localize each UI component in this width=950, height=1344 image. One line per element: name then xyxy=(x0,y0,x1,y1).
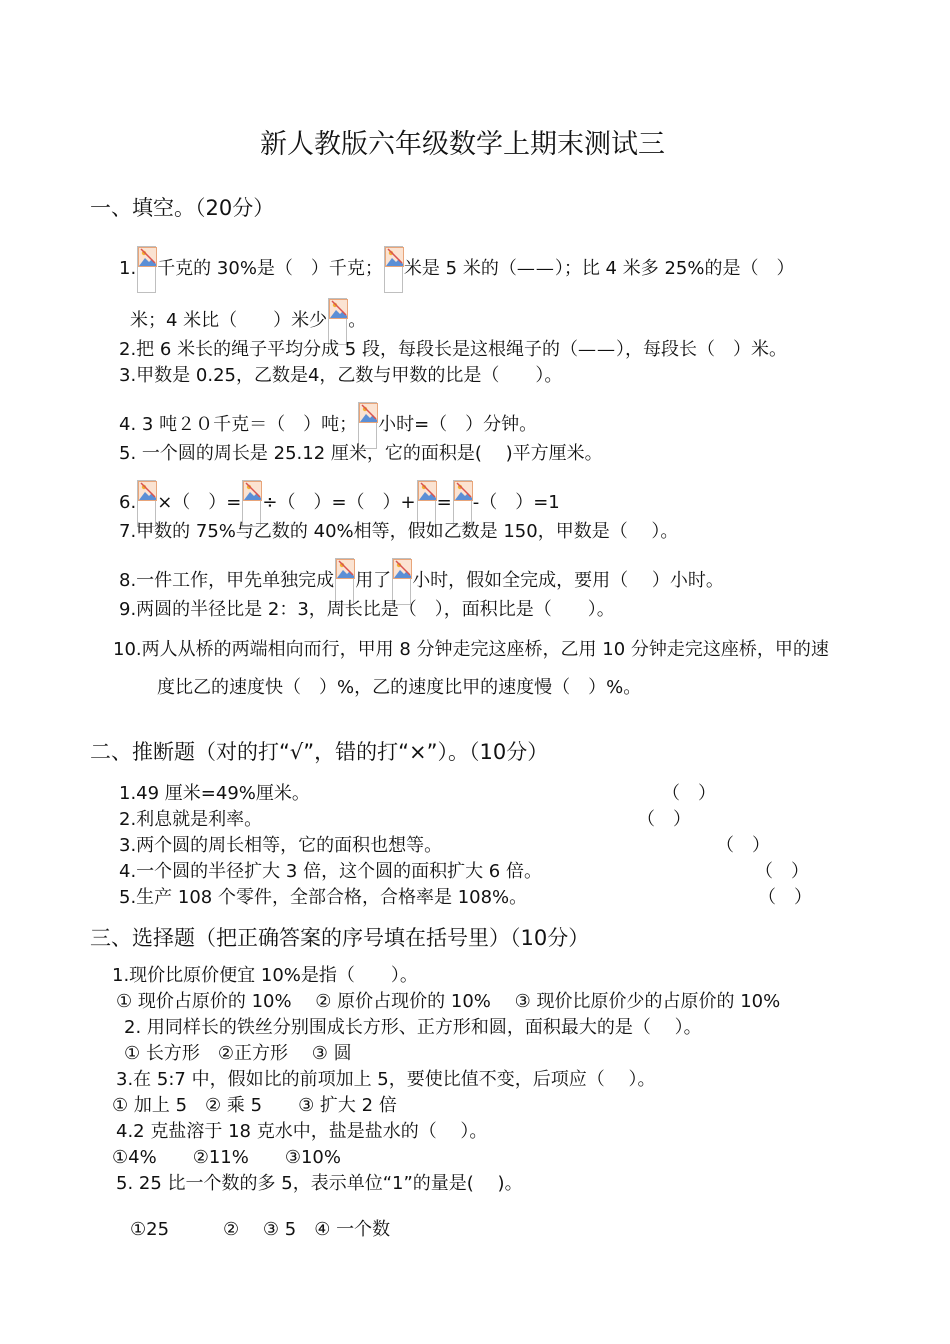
section-1-heading: 一、填空。（20分） xyxy=(90,196,275,220)
broken-image-icon xyxy=(393,559,412,579)
question-text: 米；4 米比（ ）米少 xyxy=(130,310,328,331)
question-text: 千克的 30%是（ ）千克； xyxy=(157,258,383,279)
question-text: 小时=（ ）分钟。 xyxy=(378,414,538,435)
question-10-line-1: 10.两人从桥的两端相向而行，甲用 8 分钟走完这座桥，乙用 10 分钟走完这座桥，甲的速 xyxy=(113,639,829,660)
question-10-line-2: 度比乙的速度快（ ）%，乙的速度比甲的速度慢（ ）%。 xyxy=(157,677,642,698)
question-5: 5. 一个圆的周长是 25.12 厘米，它的面积是( )平方厘米。 xyxy=(119,443,603,464)
choice-question: 4.2 克盐溶于 18 克水中，盐是盐水的（ ）。 xyxy=(116,1121,488,1142)
choice-options: ① 加上 5 ② 乘 5 ③ 扩大 2 倍 xyxy=(112,1095,397,1116)
question-text: 米是 5 米的（ xyxy=(403,258,517,279)
broken-image-icon xyxy=(454,481,473,501)
question-7: 7.甲数的 75%与乙数的 40%相等，假如乙数是 150，甲数是（ ）。 xyxy=(119,521,679,542)
question-text: ），每段长（ ）米。 xyxy=(615,339,787,360)
question-text: 4. 3 吨２０千克＝（ ）吨； xyxy=(119,414,358,435)
answer-paren: （ ） xyxy=(716,835,770,856)
question-text: -（ ）=1 xyxy=(472,492,560,513)
broken-image-icon xyxy=(243,481,262,501)
question-1-line-1 xyxy=(119,246,794,293)
choice-options: ① 长方形 ②正方形 ③ 圆 xyxy=(124,1043,352,1064)
answer-paren: （ ） xyxy=(755,861,809,882)
broken-image-icon xyxy=(359,403,378,423)
judge-item: 4.一个圆的半径扩大 3 倍，这个圆的面积扩大 6 倍。 xyxy=(119,861,542,882)
fraction-blank: —— xyxy=(516,258,555,279)
image-placeholder xyxy=(384,246,403,293)
choice-question: 2. 用同样长的铁丝分别围成长方形、正方形和圆，面积最大的是（ ）。 xyxy=(124,1017,702,1038)
broken-image-icon xyxy=(138,481,157,501)
question-text: 用了 xyxy=(355,570,392,591)
judge-item: 2.利息就是利率。 xyxy=(119,809,263,830)
question-number: 6. xyxy=(119,492,137,513)
question-text: 。 xyxy=(348,310,367,331)
question-2 xyxy=(119,338,787,362)
question-number: 1. xyxy=(119,258,137,279)
question-text: 2.把 6 米长的绳子平均分成 5 段，每段长是这根绳子的（ xyxy=(119,339,578,360)
broken-image-icon xyxy=(329,299,348,319)
question-text: 小时，假如全完成，要用（ ）小时。 xyxy=(412,570,724,591)
broken-image-icon xyxy=(336,559,355,579)
question-text: ÷（ ）=（ ）+ xyxy=(262,492,416,513)
page-title: 新人教版六年级数学上期末测试三 xyxy=(260,129,665,160)
broken-image-icon xyxy=(418,481,437,501)
answer-paren: （ ） xyxy=(758,887,812,908)
section-3-heading: 三、选择题（把正确答案的序号填在括号里）（10分） xyxy=(90,926,590,950)
choice-question: 3.在 5:7 中，假如比的前项加上 5，要使比值不变，后项应（ ）。 xyxy=(116,1069,656,1090)
question-3: 3.甲数是 0.25，乙数是4，乙数与甲数的比是（ ）。 xyxy=(119,365,563,386)
answer-paren: （ ） xyxy=(637,809,691,830)
question-text: = xyxy=(436,492,452,513)
judge-item: 3.两个圆的周长相等，它的面积也想等。 xyxy=(119,835,443,856)
choice-options: ①4% ②11% ③10% xyxy=(112,1147,341,1168)
question-text: ×（ ）= xyxy=(157,492,242,513)
question-9: 9.两圆的半径比是 2：3，周长比是（ ），面积比是（ ）。 xyxy=(119,599,615,620)
choice-options: ①25 ② ③ 5 ④ 一个数 xyxy=(130,1219,391,1240)
judge-item: 5.生产 108 个零件，全部合格，合格率是 108%。 xyxy=(119,887,528,908)
question-text: ）；比 4 米多 25%的是（ ） xyxy=(554,258,795,279)
image-placeholder xyxy=(137,246,156,293)
choice-options: ① 现价占原价的 10% ② 原价占现价的 10% ③ 现价比原价少的占原价的 10% xyxy=(116,991,781,1012)
answer-paren: （ ） xyxy=(662,783,716,804)
broken-image-icon xyxy=(138,247,157,267)
question-text: 8.一件工作，甲先单独完成 xyxy=(119,570,335,591)
choice-question: 1.现价比原价便宜 10%是指（ ）。 xyxy=(112,965,418,986)
judge-item: 1.49 厘米=49%厘米。 xyxy=(119,783,310,804)
section-2-heading: 二、推断题（对的打“√”，错的打“×”）。（10分） xyxy=(90,740,549,764)
broken-image-icon xyxy=(385,247,404,267)
choice-question: 5. 25 比一个数的多 5，表示单位“1”的量是( )。 xyxy=(116,1173,523,1194)
fraction-blank: —— xyxy=(577,339,616,360)
